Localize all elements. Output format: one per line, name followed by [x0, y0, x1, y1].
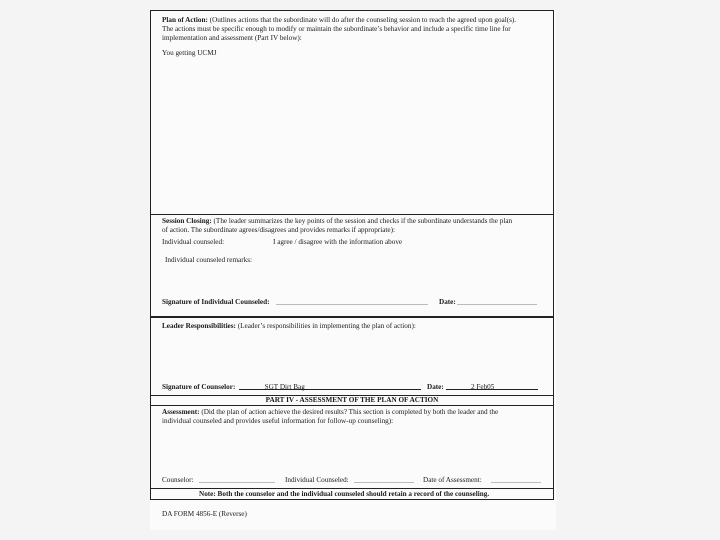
individual-date-field[interactable]: [457, 304, 537, 305]
part-iv-title: PART IV - ASSESSMENT OF THE PLAN OF ACTION: [265, 396, 439, 404]
assessment-instructions-line1: (Did the plan of action achieve the desired results? This section is completed by both the leader and the: [201, 408, 499, 416]
assessment-date-label: Date of Assessment:: [423, 476, 482, 484]
counselor-date-field[interactable]: 2 Feb05: [471, 383, 495, 391]
form-page: [150, 10, 556, 530]
assessment-individual-label: Individual Counseled:: [285, 476, 349, 484]
individual-signature-field[interactable]: [276, 304, 428, 305]
individual-signature-row: [162, 298, 270, 307]
session-closing-instructions-line1: (The leader summarizes the key points of the session and checks if the subordinate understands the plan: [213, 217, 513, 225]
plan-of-action-section: [151, 11, 553, 214]
session-closing-section: [151, 215, 553, 317]
plan-of-action-instructions: [162, 16, 516, 25]
assessment-counselor-field[interactable]: [199, 482, 275, 483]
counseling-form: [150, 10, 554, 500]
leader-responsibilities-instructions-row: [162, 322, 416, 331]
assessment-date-field[interactable]: [491, 482, 541, 483]
agree-disagree-option[interactable]: I agree / disagree with the information above: [273, 238, 403, 246]
counselor-signature-field[interactable]: _SGT Dirt Bag_: [261, 383, 309, 391]
session-closing-instructions-line2: of action. The subordinate agrees/disagrees and provides remarks if appropriate):: [162, 226, 395, 234]
plan-of-action-instructions-line1: (Outlines actions that the subordinate will do after the counseling session to reach the agreed upon goal(s).: [209, 16, 517, 24]
counselor-date-label: Date:: [427, 383, 444, 391]
divider: [151, 488, 553, 489]
plan-of-action-entry[interactable]: You getting UCMJ: [162, 49, 217, 57]
leader-responsibilities-instructions: (Leader’s responsibilities in implementing the plan of action):: [237, 322, 416, 330]
assessment-section: [151, 406, 553, 488]
divider: [151, 316, 553, 318]
leader-responsibilities-heading: Leader Responsibilities:: [162, 322, 236, 330]
plan-of-action-instructions-line2: The actions must be specific enough to modify or maintain the subordinate’s behavior and include a specific time line for: [162, 25, 511, 33]
plan-of-action-instructions-line3: implementation and assessment (Part IV below):: [162, 34, 302, 42]
assessment-instructions-row: [162, 408, 498, 417]
assessment-instructions-line2: individual counseled and provides useful information for follow-up counseling):: [162, 417, 394, 425]
individual-date-label: Date:: [439, 298, 456, 306]
counselor-signature-label: Signature of Counselor:: [162, 383, 236, 391]
plan-of-action-heading: Plan of Action:: [162, 16, 208, 24]
form-footer: DA FORM 4856-E (Reverse): [162, 510, 247, 518]
assessment-individual-field[interactable]: [354, 482, 414, 483]
session-closing-instructions: [162, 217, 512, 226]
retention-note: Note: Both the counselor and the individual counseled should retain a record of the counseling.: [199, 490, 490, 498]
session-closing-heading: Session Closing:: [162, 217, 212, 225]
individual-remarks-label: Individual counseled remarks:: [165, 256, 253, 264]
leader-responsibilities-section: [151, 319, 553, 395]
assessment-heading: Assessment:: [162, 408, 200, 416]
assessment-counselor-label: Counselor:: [162, 476, 194, 484]
individual-counseled-label: Individual counseled:: [162, 238, 225, 246]
individual-signature-label: Signature of Individual Counseled:: [162, 298, 270, 306]
